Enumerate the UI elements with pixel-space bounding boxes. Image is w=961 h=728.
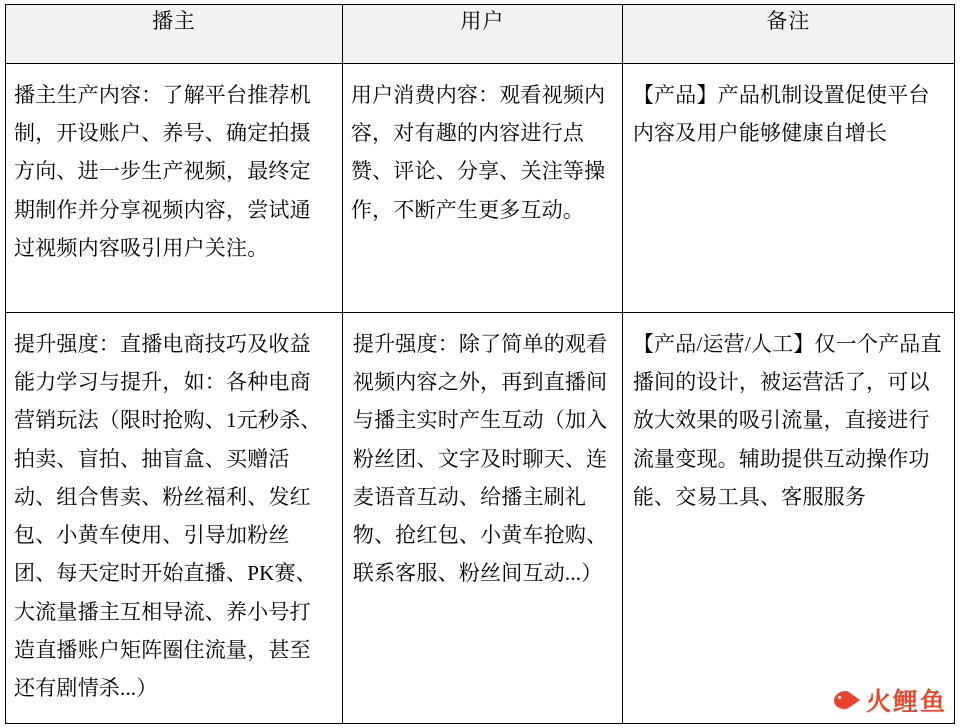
table-header	[6, 5, 955, 64]
watermark-text: 火鲤鱼	[865, 688, 947, 716]
cell-anchor-row2-text: 提升强度：直播电商技巧及收益能力学习与提升，如：各种电商营销玩法（限时抢购、1元秒杀、拍卖、盲拍、抽盲盒、买赠活动、组合售卖、粉丝福利、发红包、小黄车使用、引导加粉丝团、每天定时开始直播、PK赛、大流量播主互相导流、养小号打造直播账户矩阵圈住流量，甚至还有剧情杀...）	[14, 332, 322, 700]
column-header-anchor-label: 播主	[151, 9, 196, 33]
document-table-container	[5, 4, 955, 724]
cell-user-row2-text: 提升强度：除了简单的观看视频内容之外，再到直播间与播主实时产生互动（加入粉丝团、文字及时聊天、连麦语音互动、给播主刷礼物、抢红包、小黄车抢购、联系客服、粉丝间互动...）	[352, 332, 608, 586]
cell-remark-row2-text: 【产品/运营/人工】仅一个产品直播间的设计，被运营活了，可以放大效果的吸引流量，直接进行流量变现。辅助提供互动操作功能、交易工具、客服服务	[632, 332, 942, 509]
table-row	[6, 313, 955, 724]
cell-user-row2	[342, 313, 622, 724]
column-header-anchor	[6, 5, 343, 64]
table-row	[6, 64, 955, 313]
cell-user-row1-text: 用户消费内容：观看视频内容，对有趣的内容进行点赞、评论、分享、关注等操作，不断产生更多互动。	[350, 83, 606, 222]
cell-anchor-row2	[6, 313, 343, 724]
column-header-user	[342, 5, 622, 64]
column-header-remark	[622, 5, 954, 64]
cell-user-row1	[342, 64, 622, 313]
comparison-table	[5, 4, 955, 724]
cell-remark-row1-text: 【产品】产品机制设置促使平台内容及用户能够健康自增长	[632, 83, 930, 146]
cell-remark-row1	[622, 64, 954, 313]
cell-remark-row2	[622, 313, 954, 724]
cell-anchor-row1	[6, 64, 343, 313]
table-body	[6, 64, 955, 724]
cell-anchor-row1-text: 播主生产内容：了解平台推荐机制，开设账户、养号、确定拍摄方向、进一步生产视频，最终定期制作并分享视频内容，尝试通过视频内容吸引用户关注。	[14, 83, 311, 260]
column-header-remark-label: 备注	[766, 9, 811, 33]
table-header-row	[6, 5, 955, 64]
column-header-user-label: 用户	[460, 9, 505, 33]
